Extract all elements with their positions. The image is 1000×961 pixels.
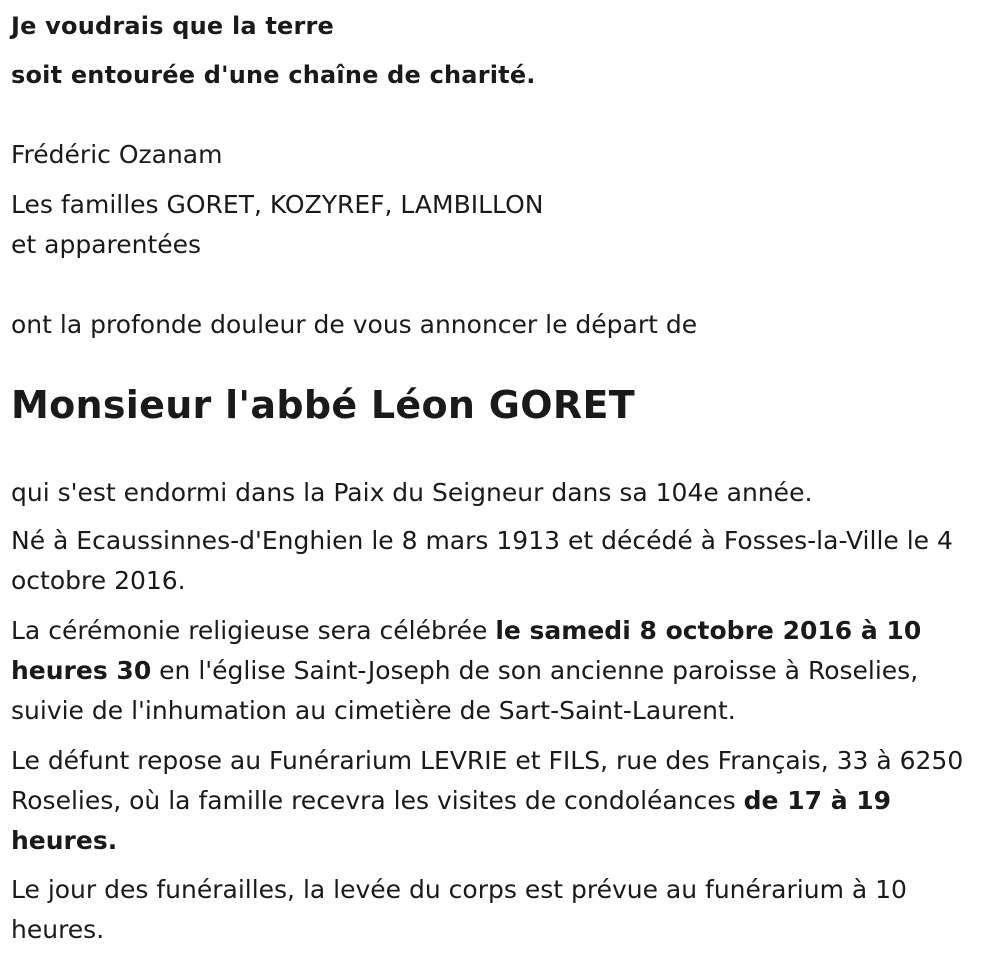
funeral-day-paragraph: Le jour des funérailles, la levée du corps est prévue au funérarium à 10 heures. <box>11 875 907 944</box>
death-paragraph: qui s'est endormi dans la Paix du Seigneur dans sa 104e année. <box>11 478 813 507</box>
quote-line-1: Je voudrais que la terre <box>11 12 335 40</box>
funeral-home-paragraph <box>11 741 996 861</box>
quote-line-2: soit entourée d'une chaîne de charité. <box>11 61 536 89</box>
ceremony-date: le samedi 8 octobre 2016 à 10 heures 30 <box>11 616 922 685</box>
ceremony-intro: La cérémonie religieuse sera célébrée <box>11 616 496 645</box>
families-line-2: et apparentées <box>11 230 202 259</box>
ceremony-rest: en l'église Saint-Joseph de son ancienne paroisse à Roselies, suivie de l'inhumation au cimetière de Sart-Saint-Laurent. <box>11 656 919 725</box>
deceased-name: Monsieur l'abbé Léon GORET <box>11 383 635 427</box>
funeral-home-hours: de 17 à 19 heures. <box>11 786 892 855</box>
families-line-1: Les familles GORET, KOZYREF, LAMBILLON <box>11 190 544 219</box>
birth-death-paragraph: Né à Ecaussinnes-d'Enghien le 8 mars 1913 et décédé à Fosses-la-Ville le 4 octobre 2016. <box>11 526 953 595</box>
ceremony-paragraph <box>11 611 996 731</box>
quote-author: Frédéric Ozanam <box>11 140 223 169</box>
funeral-home-intro: Le défunt repose au Funérarium LEVRIE et FILS, rue des Français, 33 à 6250 Roselies, où la famille recevra les visites de condoléances <box>11 746 964 815</box>
announcement-text: ont la profonde douleur de vous annoncer le départ de <box>11 310 698 339</box>
